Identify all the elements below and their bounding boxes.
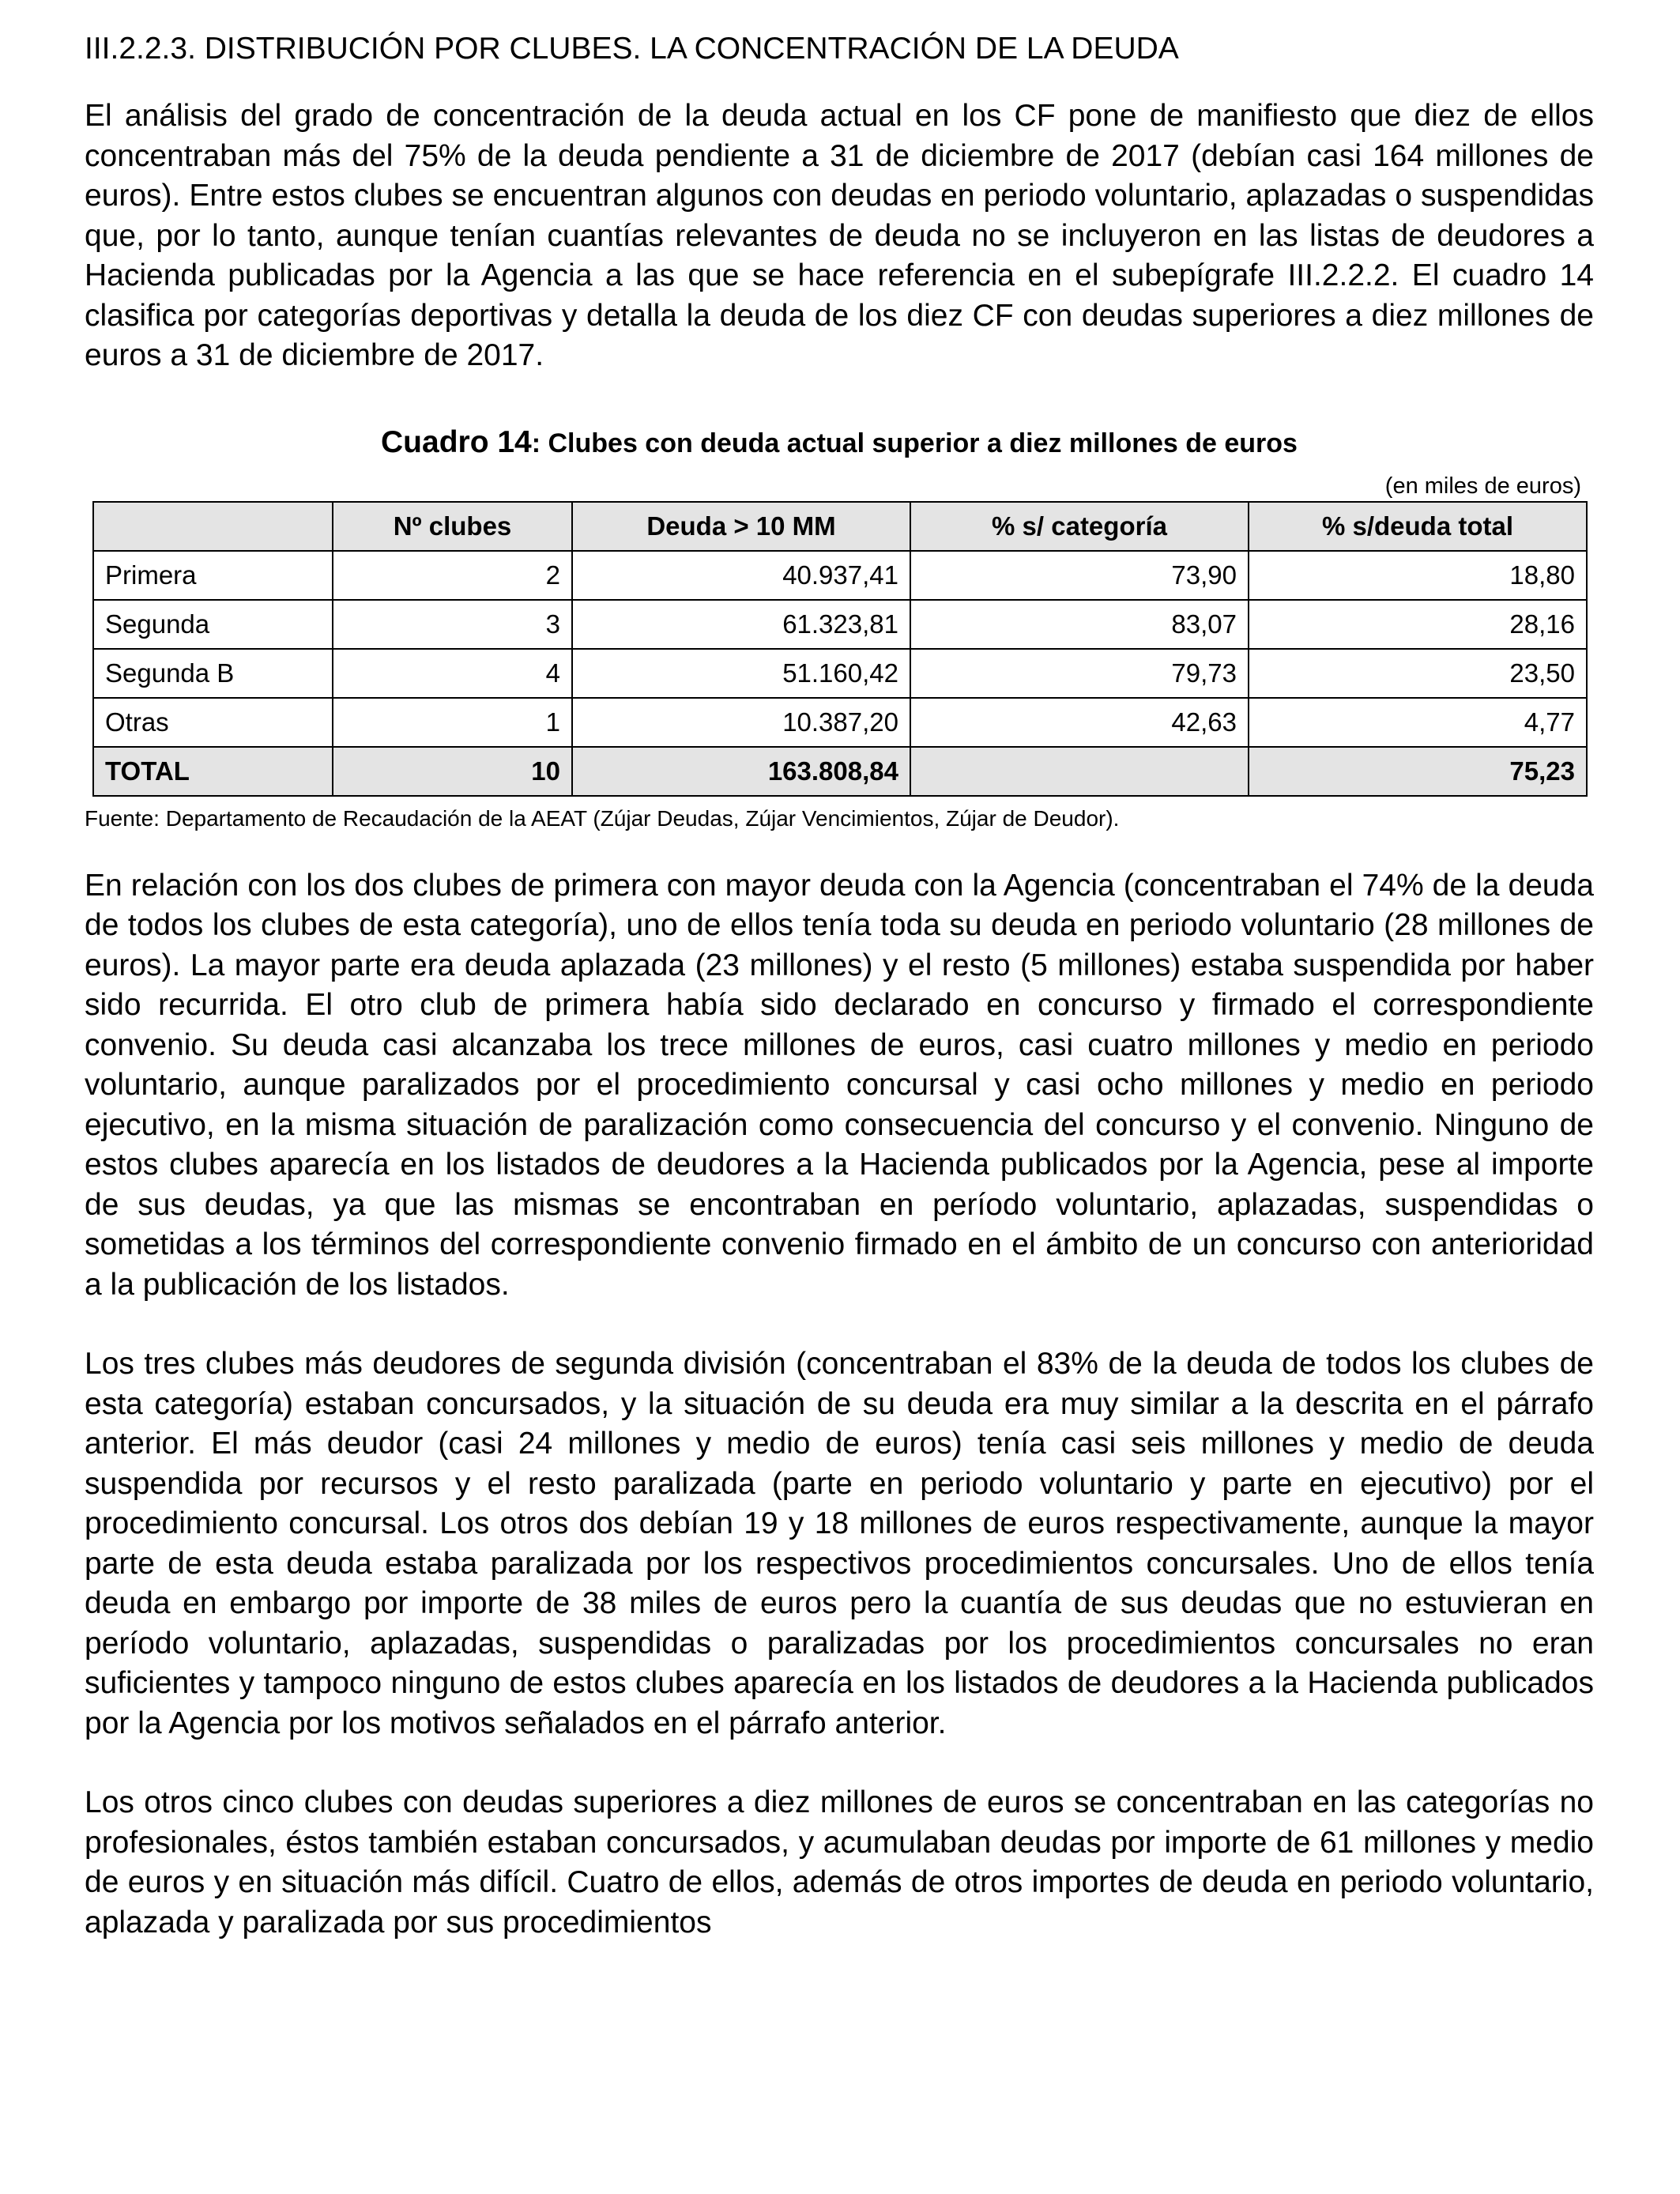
row-pct-category: 42,63 [910, 698, 1249, 747]
total-debt: 163.808,84 [572, 747, 910, 796]
row-pct-category: 79,73 [910, 649, 1249, 698]
row-debt: 61.323,81 [572, 600, 910, 649]
total-label: TOTAL [93, 747, 333, 796]
table-source-note: Fuente: Departamento de Recaudación de la AEAT (Zújar Deudas, Zújar Vencimientos, Zújar de Deudor). [85, 805, 1120, 831]
table-caption-label: Cuadro 14 [381, 424, 532, 459]
document-page [85, 28, 1594, 1943]
row-club-count: 3 [333, 600, 572, 649]
row-category: Segunda B [93, 649, 333, 698]
row-debt: 10.387,20 [572, 698, 910, 747]
row-pct-category: 83,07 [910, 600, 1249, 649]
total-pct-category [910, 747, 1249, 796]
table-header-row [93, 502, 1587, 551]
row-pct-total: 18,80 [1249, 551, 1587, 600]
table-row [93, 698, 1587, 747]
total-club-count: 10 [333, 747, 572, 796]
table-header-cell: % s/ categoría [910, 502, 1249, 551]
total-pct-total: 75,23 [1249, 747, 1587, 796]
table-header-cell [93, 502, 333, 551]
paragraph-intro: El análisis del grado de concentración de la deuda actual en los CF pone de manifiesto que diez de ellos concentraban más del 75% de la deuda pendiente a 31 de diciembre de 2017 (debían casi 164 millones de euros). Entre estos clubes se encuentran algunos con deudas en periodo voluntario, aplazadas o suspendidas que, por lo tanto, aunque tenían cuantías relevantes de deuda no se incluyeron en las listas de deudores a Hacienda publicadas por la Agencia a las que se hace referencia en el subepígrafe III.2.2.2. El cuadro 14 clasifica por categorías deportivas y detalla la deuda de los diez CF con deudas superiores a diez millones de euros a 31 de diciembre de 2017. [85, 99, 1594, 372]
paragraph-primera: En relación con los dos clubes de primera con mayor deuda con la Agencia (concentraban el 74% de la deuda de todos los clubes de esta categoría), uno de ellos tenía toda su deuda en periodo voluntario (28 millones de euros). La mayor parte era deuda aplazada (23 millones) y el resto (5 millones) estaba suspendida por haber sido recurrida. El otro club de primera había sido declarado en concurso y firmado el correspondiente convenio. Su deuda casi alcanzaba los trece millones de euros, casi cuatro millones y medio en periodo voluntario, aunque paralizados por el procedimiento concursal y casi ocho millones y medio en periodo ejecutivo, en la misma situación de paralización como consecuencia del concurso y el convenio. Ninguno de estos clubes aparecía en los listados de deudores a la Hacienda publicados por la Agencia, pese al importe de sus deudas, ya que las mismas se encontraban en período voluntario, aplazadas, suspendidas o sometidas a los términos del correspondiente convenio firmado en el ámbito de un concurso con anterioridad a la publicación de los listados. [85, 868, 1594, 1302]
table-header-cell: % s/deuda total [1249, 502, 1587, 551]
row-category: Otras [93, 698, 333, 747]
row-category: Primera [93, 551, 333, 600]
table-header-cell: Deuda > 10 MM [572, 502, 910, 551]
table-row [93, 551, 1587, 600]
debt-table [92, 501, 1588, 797]
paragraph-otras: Los otros cinco clubes con deudas superiores a diez millones de euros se concentraban en las categorías no profesionales, éstos también estaban concursados, y acumulaban deudas por importe de 61 millones y medio de euros y en situación más difícil. Cuatro de ellos, además de otros importes de deuda en periodo voluntario, aplazada y paralizada por sus procedimientos [85, 1785, 1594, 1940]
row-pct-total: 4,77 [1249, 698, 1587, 747]
section-heading: III.2.2.3. DISTRIBUCIÓN POR CLUBES. LA CONCENTRACIÓN DE LA DEUDA [85, 32, 1179, 66]
table-caption [85, 425, 1594, 460]
row-club-count: 4 [333, 649, 572, 698]
table-caption-title: : Clubes con deuda actual superior a diez millones de euros [531, 428, 1298, 458]
table-row [93, 600, 1587, 649]
row-club-count: 1 [333, 698, 572, 747]
paragraph-segunda: Los tres clubes más deudores de segunda división (concentraban el 83% de la deuda de todos los clubes de esta categoría) estaban concursados, y la situación de su deuda era muy similar a la descrita en el párrafo anterior. El más deudor (casi 24 millones y medio de euros) tenía casi seis millones y medio de deuda suspendida por recursos y el resto paralizada (parte en periodo voluntario y parte en ejecutivo) por el procedimiento concursal. Los otros dos debían 19 y 18 millones de euros respectivamente, aunque la mayor parte de esta deuda estaba paralizada por los respectivos procedimientos concursales. Uno de ellos tenía deuda en embargo por importe de 38 miles de euros pero la cuantía de sus deudas que no estuvieran en período voluntario, aplazadas, suspendidas o paralizadas por los procedimientos concursales no eran suficientes y tampoco ninguno de estos clubes aparecía en los listados de deudores a la Hacienda publicados por la Agencia por los motivos señalados en el párrafo anterior. [85, 1347, 1594, 1740]
row-debt: 51.160,42 [572, 649, 910, 698]
table-header-cell: Nº clubes [333, 502, 572, 551]
table-units-note: (en miles de euros) [1384, 473, 1581, 499]
table-total-row [93, 747, 1587, 796]
row-category: Segunda [93, 600, 333, 649]
row-pct-total: 28,16 [1249, 600, 1587, 649]
row-debt: 40.937,41 [572, 551, 910, 600]
row-pct-total: 23,50 [1249, 649, 1587, 698]
table-row [93, 649, 1587, 698]
row-club-count: 2 [333, 551, 572, 600]
row-pct-category: 73,90 [910, 551, 1249, 600]
